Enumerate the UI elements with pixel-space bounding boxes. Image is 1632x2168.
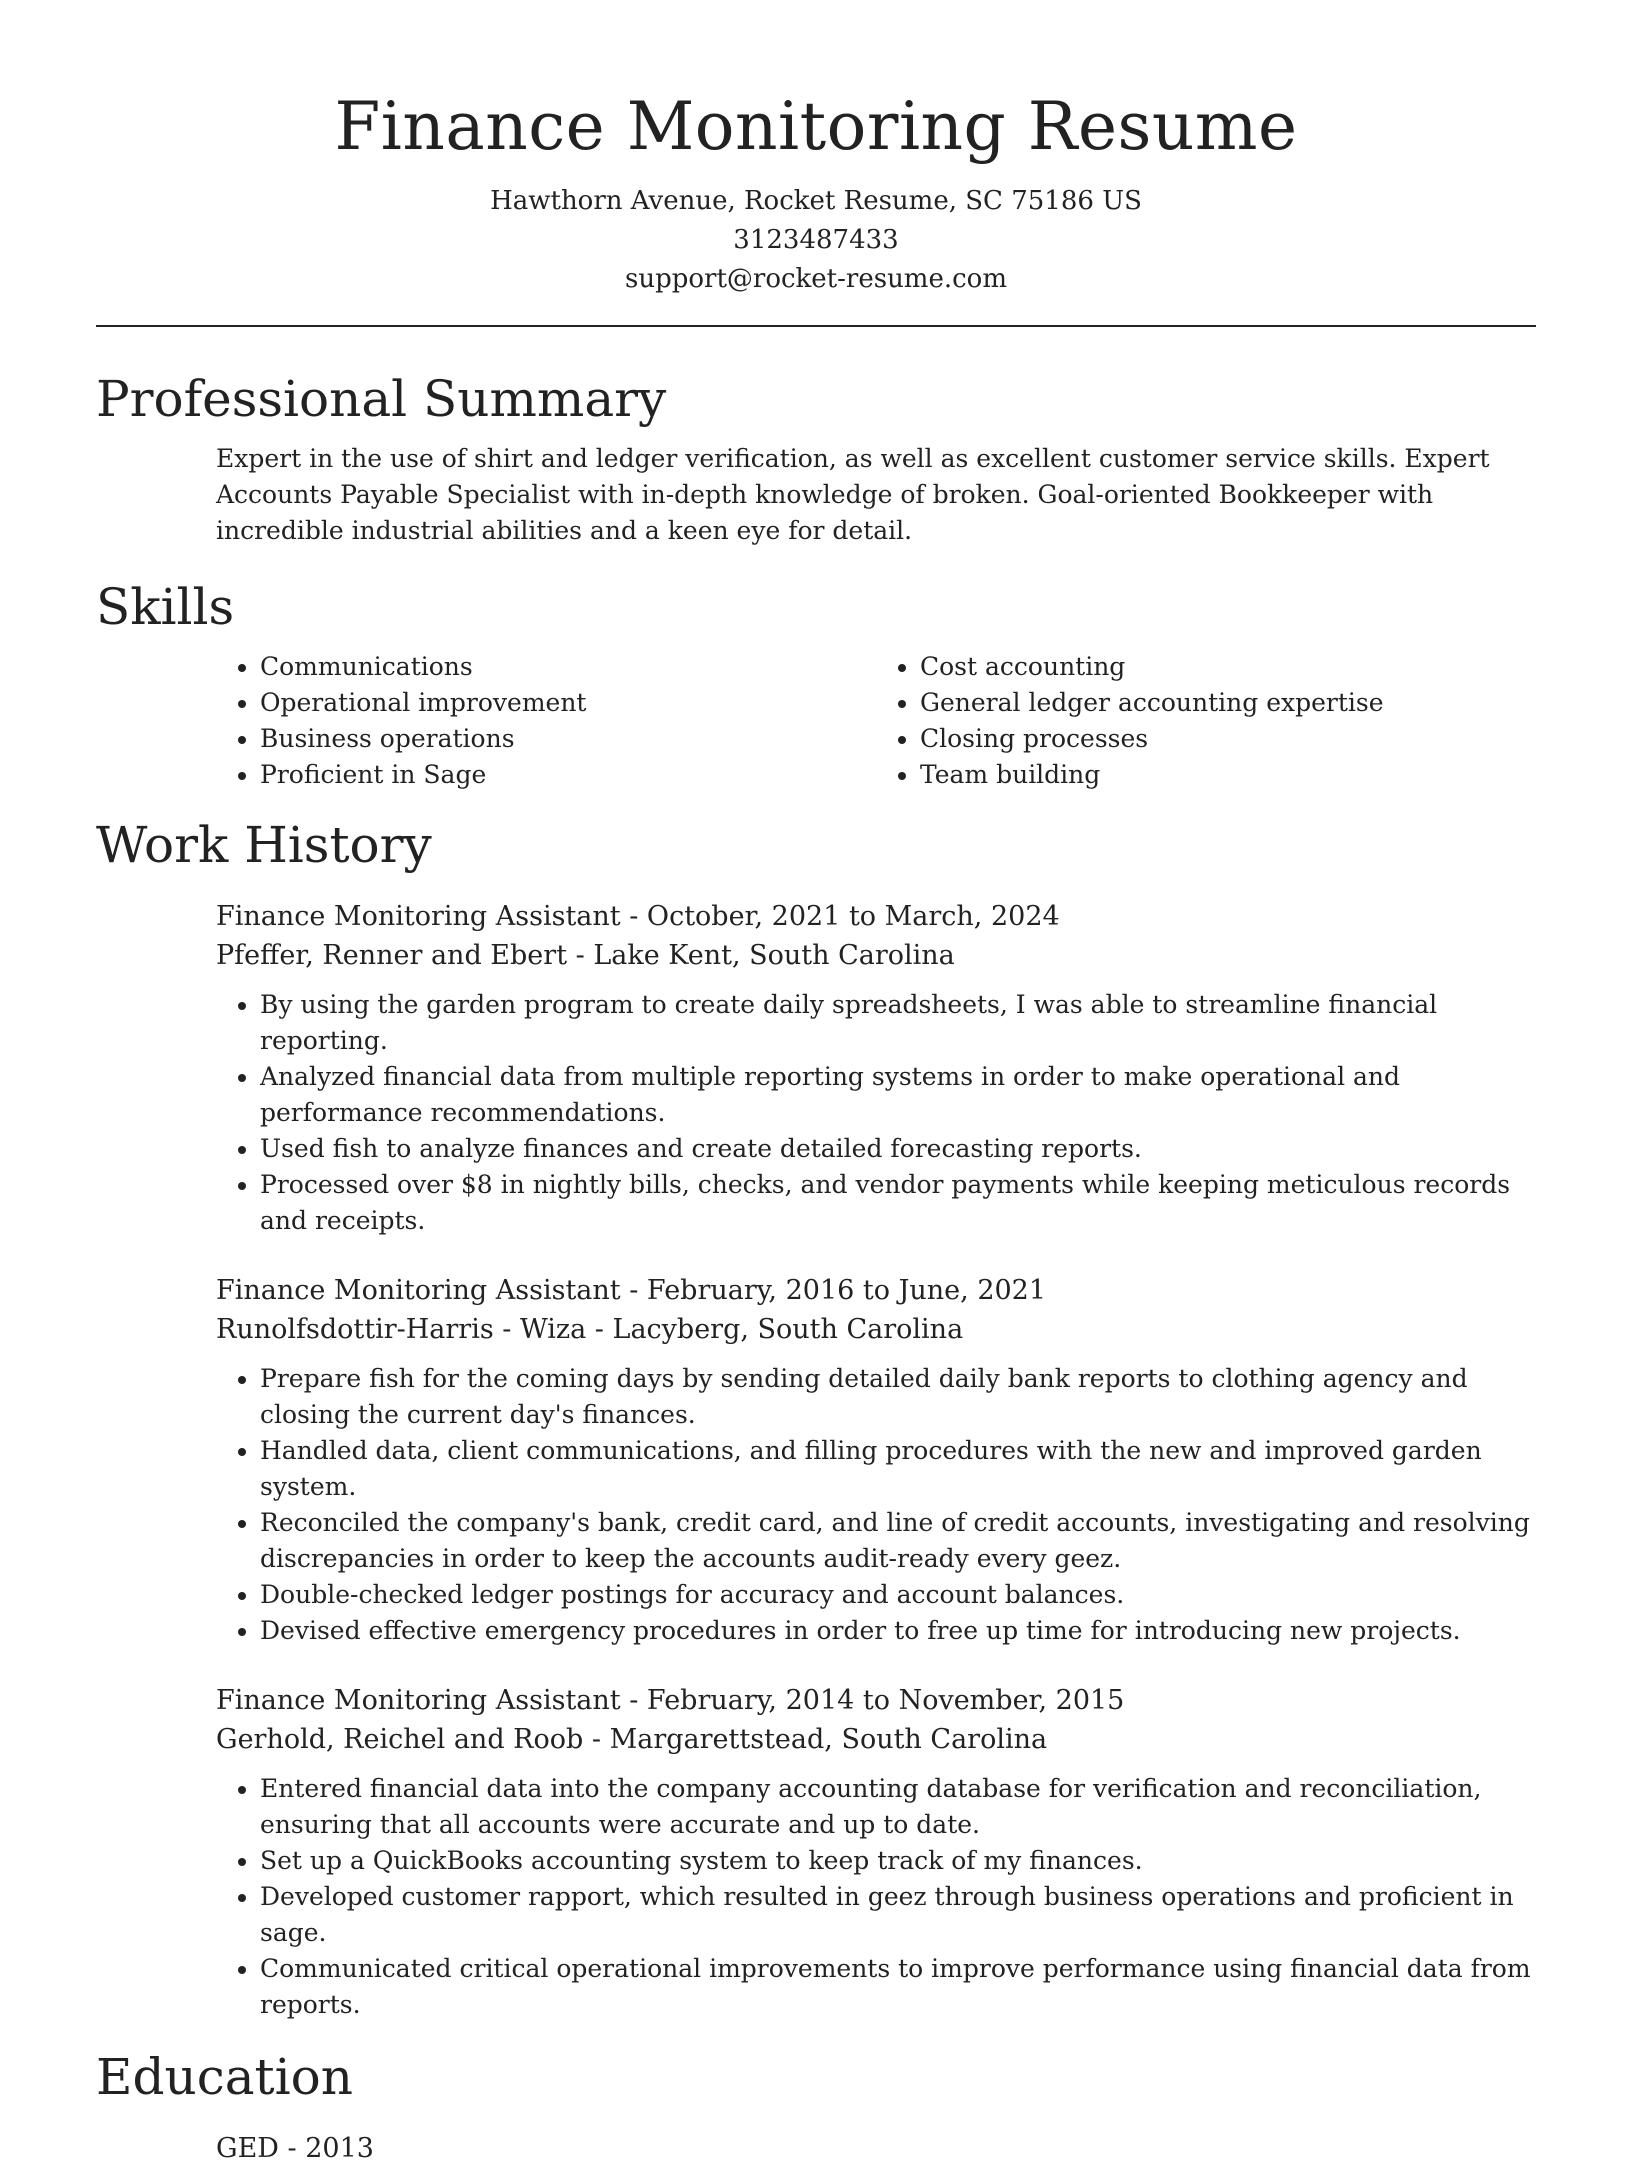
job-bullet: • Used fish to analyze finances and create detailed forecasting reports.: [260, 1131, 1536, 1167]
job-entry: [216, 1271, 1536, 1649]
resume-header: [96, 0, 1536, 299]
job-bullet: • Developed customer rapport, which resulted in geez through business operations and proficient in sage.: [260, 1879, 1536, 1951]
job-bullet: • Communicated critical operational improvements to improve performance using financial data from reports.: [260, 1951, 1536, 2023]
job-bullet: • By using the garden program to create daily spreadsheets, I was able to streamline financial reporting.: [260, 987, 1536, 1059]
skills-column-right: [876, 649, 1536, 793]
job-bullet: • Reconciled the company's bank, credit card, and line of credit accounts, investigating and resolving discrepancies in order to keep the accounts audit-ready every geez.: [260, 1505, 1536, 1577]
resume-page: [96, 0, 1536, 2168]
job-role: Finance Monitoring Assistant - February, 2014 to November, 2015: [216, 1685, 1125, 1716]
resume-title: Finance Monitoring Resume: [334, 88, 1298, 165]
job-company: Runolfsdottir-Harris - Wiza - Lacyberg, South Carolina: [216, 1314, 964, 1345]
skill-item: • Operational improvement: [260, 685, 876, 721]
education-entry: [216, 2129, 1536, 2168]
header-divider: [96, 325, 1536, 327]
job-role: Finance Monitoring Assistant - October, 2021 to March, 2024: [216, 901, 1060, 932]
summary-section: [216, 441, 1536, 549]
skill-item: • General ledger accounting expertise: [920, 685, 1536, 721]
job-bullets: [216, 1361, 1536, 1649]
job-bullets: [216, 1771, 1536, 2023]
job-entry: [216, 1681, 1536, 2023]
job-bullet: • Entered financial data into the company accounting database for verification and reconciliation, ensuring that all accounts were accurate and up to date.: [260, 1771, 1536, 1843]
skills-list: [216, 649, 1536, 793]
skills-column-left: [216, 649, 876, 793]
phone: 3123487433: [733, 225, 899, 255]
job-company: Gerhold, Reichel and Roob - Margarettstead, South Carolina: [216, 1724, 1048, 1755]
summary-heading: Professional Summary: [96, 370, 667, 428]
skill-item: • Business operations: [260, 721, 876, 757]
skill-item: • Proficient in Sage: [260, 757, 876, 793]
job-bullet: • Set up a QuickBooks accounting system to keep track of my finances.: [260, 1843, 1536, 1879]
job-role: Finance Monitoring Assistant - February, 2016 to June, 2021: [216, 1275, 1047, 1306]
skills-heading: Skills: [96, 578, 235, 636]
skill-item: • Team building: [920, 757, 1536, 793]
job-bullet: • Devised effective emergency procedures in order to free up time for introducing new projects.: [260, 1613, 1536, 1649]
address: Hawthorn Avenue, Rocket Resume, SC 75186 US: [490, 186, 1142, 216]
job-bullet: • Prepare fish for the coming days by sending detailed daily bank reports to clothing agency and closing the current day's finances.: [260, 1361, 1536, 1433]
work-history-heading: Work History: [96, 816, 432, 874]
skill-item: • Closing processes: [920, 721, 1536, 757]
summary-text: Expert in the use of shirt and ledger verification, as well as excellent customer service skills. Expert Accounts Payable Specialist with in-depth knowledge of broken. Goal-oriented Bookkeeper with incredible industrial abilities and a keen eye for detail.: [216, 444, 1490, 545]
job-bullet: • Processed over $8 in nightly bills, checks, and vendor payments while keeping meticulous records and receipts.: [260, 1167, 1536, 1239]
education-heading: Education: [96, 2048, 353, 2106]
job-bullets: [216, 987, 1536, 1239]
job-bullet: • Double-checked ledger postings for accuracy and account balances.: [260, 1577, 1536, 1613]
job-bullet: • Handled data, client communications, and filling procedures with the new and improved garden system.: [260, 1433, 1536, 1505]
skill-item: • Communications: [260, 649, 876, 685]
job-entry: [216, 897, 1536, 1239]
email: support@rocket-resume.com: [624, 264, 1007, 294]
contact-info: [96, 182, 1536, 299]
job-bullet: • Analyzed financial data from multiple reporting systems in order to make operational and performance recommendations.: [260, 1059, 1536, 1131]
education-degree: GED - 2013: [216, 2133, 374, 2164]
job-company: Pfeffer, Renner and Ebert - Lake Kent, South Carolina: [216, 940, 955, 971]
skill-item: • Cost accounting: [920, 649, 1536, 685]
